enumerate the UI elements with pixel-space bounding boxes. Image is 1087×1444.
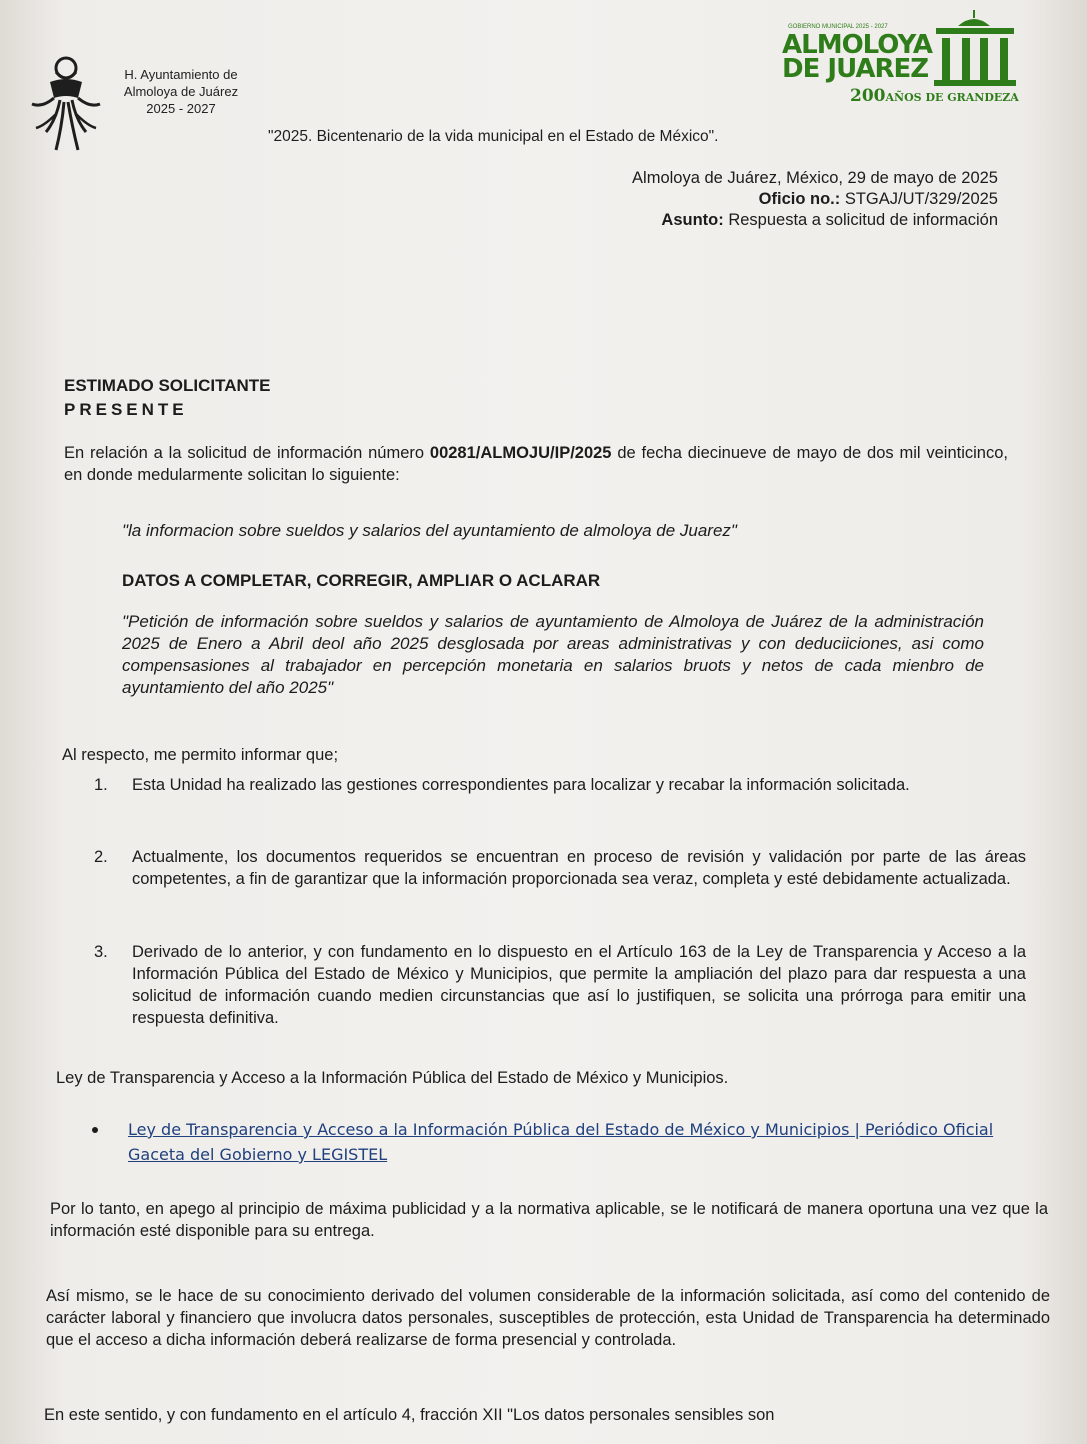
list-text: Derivado de lo anterior, y con fundamento en lo dispuesto en el Artículo 163 de la Ley de Transparencia y Acceso a la Información Pública del Estado de México y Municipios, que permite la ampliación del plazo para dar respuesta a una solicitud de información cuando medien circunstancias que así lo justifiquen, se solicita una prórroga para emitir una respuesta definitiva. [132,943,1026,1027]
request-paragraph [64,442,1008,486]
request-text-pre: En relación a la solicitud de información número [64,444,430,462]
list-number: 3. [94,943,108,961]
detailed-request-quote: "Petición de información sobre sueldos y salarios de ayuntamiento de Almoloya de Juárez de la administración 2025 de Enero a Abril deol año 2025 desglosada por areas administrativas y con deduciiciones, asi como compensasiones al trabajador en percepción monetaria en salarios bruots y netos de cada mienbro de ayuntamiento del año 2025" [122,612,984,697]
ayuntamiento-header [26,54,266,164]
logo-tagline [850,86,1019,106]
request-text-post: de fecha diecinueve de mayo de dos mil veinticinco, en donde medularmente solicitan lo siguiente: [64,444,1008,484]
logo-tag-text: AÑOS DE GRANDEZA [885,91,1019,104]
palace-columns-icon [928,8,1020,88]
legal-basis-paragraph: En este sentido, y con fundamento en el artículo 4, fracción XII "Los datos personales sensibles son [44,1406,775,1424]
logo-word-almoloya: ALMOLOYA [782,30,932,60]
oficio-value: STGAJ/UT/329/2025 [844,190,998,208]
asunto-value: Respuesta a solicitud de información [728,211,998,229]
municipal-seal-icon [26,54,106,158]
asunto-line [520,210,998,231]
ayuntamiento-line2: Almoloya de Juárez [123,84,239,99]
logo-tag-number: 200 [850,86,886,106]
ayuntamiento-line1: H. Ayuntamiento de [124,67,238,82]
salutation [64,374,271,422]
law-reference: Ley de Transparencia y Acceso a la Información Pública del Estado de México y Municipios. [56,1069,729,1087]
logo-word-de-juarez: DE JUAREZ [782,54,929,84]
notification-paragraph: Por lo tanto, en apego al principio de máxima publicidad y a la normativa aplicable, se le notificará de manera oportuna una vez que la información esté disponible para su entrega. [50,1200,1048,1240]
list-text: Esta Unidad ha realizado las gestiones correspondientes para localizar y recabar la información solicitada. [132,776,910,794]
asunto-label: Asunto: [661,211,724,229]
document-meta [520,168,998,231]
bullet-icon [92,1127,98,1133]
law-link[interactable]: Ley de Transparencia y Acceso a la Información Pública del Estado de México y Municipios | Periódico Oficial Gaceta del Gobierno y LEGISTEL [128,1120,994,1164]
list-number: 2. [94,848,108,866]
logo-small-text: GOBIERNO MUNICIPAL 2025 - 2027 [788,24,888,30]
place-date: Almoloya de Juárez, México, 29 de mayo de 2025 [632,169,998,187]
salutation-line2: PRESENTE [64,400,188,419]
ayuntamiento-name [106,66,256,117]
year-motto: "2025. Bicentenario de la vida municipal en el Estado de México". [268,128,719,145]
request-folio: 00281/ALMOJU/IP/2025 [429,444,612,462]
access-paragraph: Así mismo, se le hace de su conocimiento derivado del volumen considerable de la información solicitada, así como del contenido de carácter laboral y financiero que involucra datos personales, susceptibles de protección, esta Unidad de Transparencia ha determinado que el acceso a dicha información deberá realizarse de forma presencial y controlada. [46,1287,1050,1349]
section-heading: DATOS A COMPLETAR, CORREGIR, AMPLIAR O ACLARAR [122,571,601,590]
salutation-line1: ESTIMADO SOLICITANTE [64,376,271,395]
response-intro: Al respecto, me permito informar que; [62,746,339,764]
law-link-item [92,1117,1052,1181]
oficio-label: Oficio no.: [758,190,841,208]
almoloya-logo [782,8,1022,104]
request-quote: "la informacion sobre sueldos y salarios del ayuntamiento de almoloya de Juarez" [122,521,737,540]
ayuntamiento-period: 2025 - 2027 [146,101,216,116]
oficio-line [520,189,998,210]
list-number: 1. [94,776,108,794]
list-text: Actualmente, los documentos requeridos se encuentran en proceso de revisión y validación por parte de las áreas competentes, a fin de garantizar que la información proporcionada sea veraz, completa y esté debidamente actualizada. [132,848,1026,888]
